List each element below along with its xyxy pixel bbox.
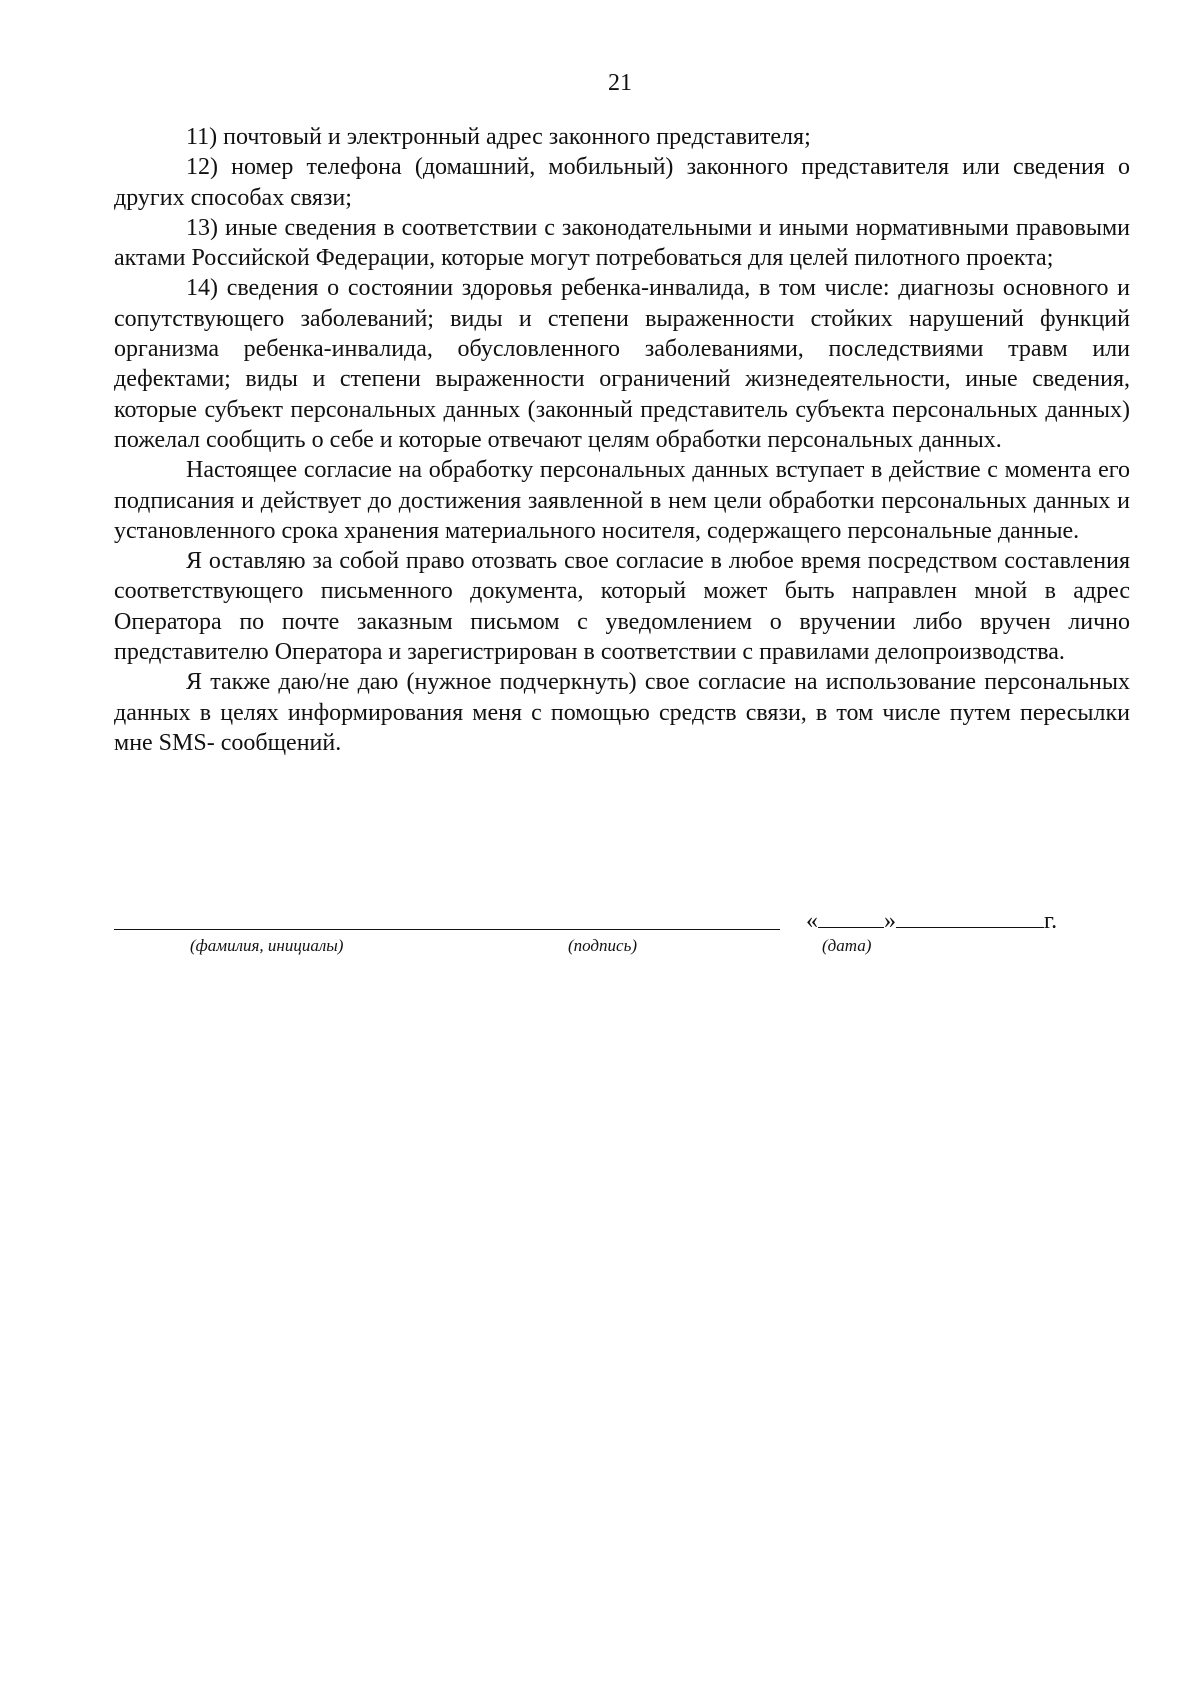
signature-caption: (подпись) [568, 936, 637, 955]
list-item-14: 14) сведения о состоянии здоровья ребенка-инвалида, в том числе: диагнозы основного и сопутствующего заболеваний; виды и степени выраженности стойких нарушений функций организма ребенка-инвалида, обусловленного заболеваниями, последствиями травм или дефектами; виды и степени выраженности ограничений жизнедеятельности, иные сведения, которые субъект персональных данных (законный представитель субъекта персональных данных) пожелал сообщить о себе и которые отвечают целям обработки персональных данных. [114, 275, 1130, 453]
date-field [806, 907, 1057, 934]
quote-close: » [884, 908, 896, 934]
sms-consent-paragraph: Я также даю/не даю (нужное подчеркнуть) свое согласие на использование персональных данных в целях информирования меня с помощью средств связи, в том числе путем пересылки мне SMS- сообщений. [114, 669, 1130, 756]
list-item-12: 12) номер телефона (домашний, мобильный) законного представителя или сведения о других способах связи; [114, 154, 1130, 211]
list-item-13: 13) иные сведения в соответствии с законодательными и иными нормативными правовыми актами Российской Федерации, которые могут потребоваться для целей пилотного проекта; [114, 214, 1130, 272]
consent-validity-paragraph: Настоящее согласие на обработку персональных данных вступает в действие с момента его подписания и действует до достижения заявленной в нем цели обработки персональных данных и установленного срока хранения материального носителя, содержащего персональные данные. [114, 457, 1130, 544]
signature-line [114, 929, 780, 930]
month-blank [896, 907, 1044, 928]
document-body [114, 122, 1130, 758]
list-item-11: 11) почтовый и электронный адрес законного представителя; [186, 124, 811, 150]
name-caption: (фамилия, инициалы) [190, 936, 344, 955]
consent-revocation-paragraph: Я оставляю за собой право отозвать свое согласие в любое время посредством составления соответствующего письменного документа, который может быть направлен мной в адрес Оператора по почте заказным письмом с уведомлением о вручении либо вручен лично представителю Оператора и зарегистрирован в соответствии с правилами делопроизводства. [114, 548, 1130, 666]
page-number: 21 [608, 70, 632, 96]
date-caption: (дата) [822, 936, 872, 955]
year-suffix: г. [1044, 908, 1058, 934]
day-blank [818, 907, 884, 928]
quote-open: « [806, 908, 818, 934]
